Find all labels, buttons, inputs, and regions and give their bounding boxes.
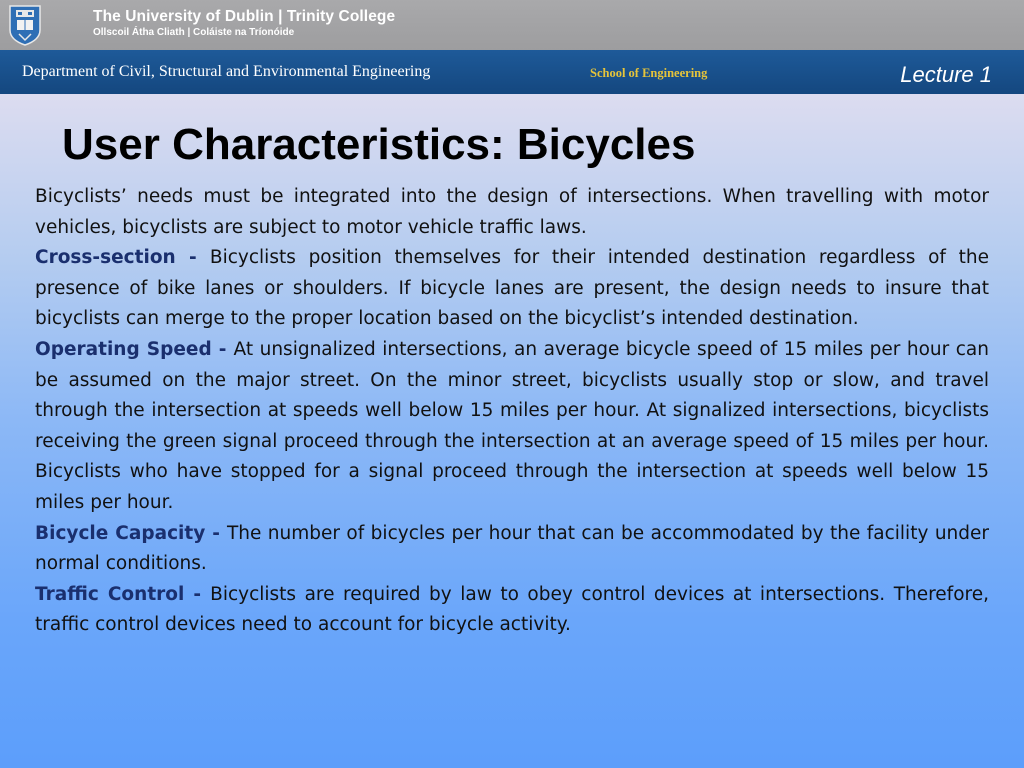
school-name: School of Engineering	[590, 66, 708, 80]
university-irish-name: Ollscoil Átha Cliath | Coláiste na Tríonóide	[93, 27, 295, 38]
paragraph-text: Bicyclists position themselves for their intended destination regardless of the presence of bike lanes or shoulders. If bicycle lanes are present, the design needs to insure that bicyclists can merge to the proper location based on the bicyclist’s intended destination.	[35, 247, 989, 330]
paragraph-text: At unsignalized intersections, an average bicycle speed of 15 miles per hour can be assumed on the major street. On the minor street, bicyclists usually stop or slow, and travel through the intersection at speeds well below 15 miles per hour. At signalized intersections, bicyclists receiving the green signal proceed through the intersection at an average speed of 15 miles per hour. Bicyclists who have stopped for a signal proceed through the intersection at speeds well below 15 miles per hour.	[35, 338, 989, 513]
trinity-college-crest-icon	[8, 4, 42, 46]
paragraph-cross-section	[35, 243, 989, 335]
paragraph-term: Operating Speed -	[35, 338, 234, 360]
paragraph-text: Bicyclists’ needs must be integrated into the design of intersections. When travelling with motor vehicles, bicyclists are subject to motor vehicle traffic laws.	[35, 186, 989, 238]
department-header-bar	[0, 50, 1024, 94]
university-name: The University of Dublin | Trinity College	[93, 8, 396, 25]
paragraph-intro	[35, 182, 989, 243]
lecture-label: Lecture 1	[900, 62, 992, 87]
slide-title: User Characteristics: Bicycles	[62, 120, 696, 169]
paragraph-text: Bicyclists are required by law to obey control devices at intersections. Therefore, traffic control devices need to account for bicycle activity.	[35, 583, 989, 636]
paragraph-bicycle-capacity	[35, 519, 989, 580]
paragraph-term: Traffic Control -	[35, 583, 211, 605]
paragraph-term: Bicycle Capacity -	[35, 522, 227, 544]
paragraph-term: Cross-section -	[35, 247, 210, 269]
slide-body	[35, 182, 989, 641]
university-header-bar	[0, 0, 1024, 50]
paragraph-text: The number of bicycles per hour that can be accommodated by the facility under normal conditions.	[35, 522, 990, 575]
department-name: Department of Civil, Structural and Environmental Engineering	[22, 63, 431, 80]
paragraph-operating-speed	[35, 335, 989, 519]
paragraph-traffic-control	[35, 580, 989, 641]
